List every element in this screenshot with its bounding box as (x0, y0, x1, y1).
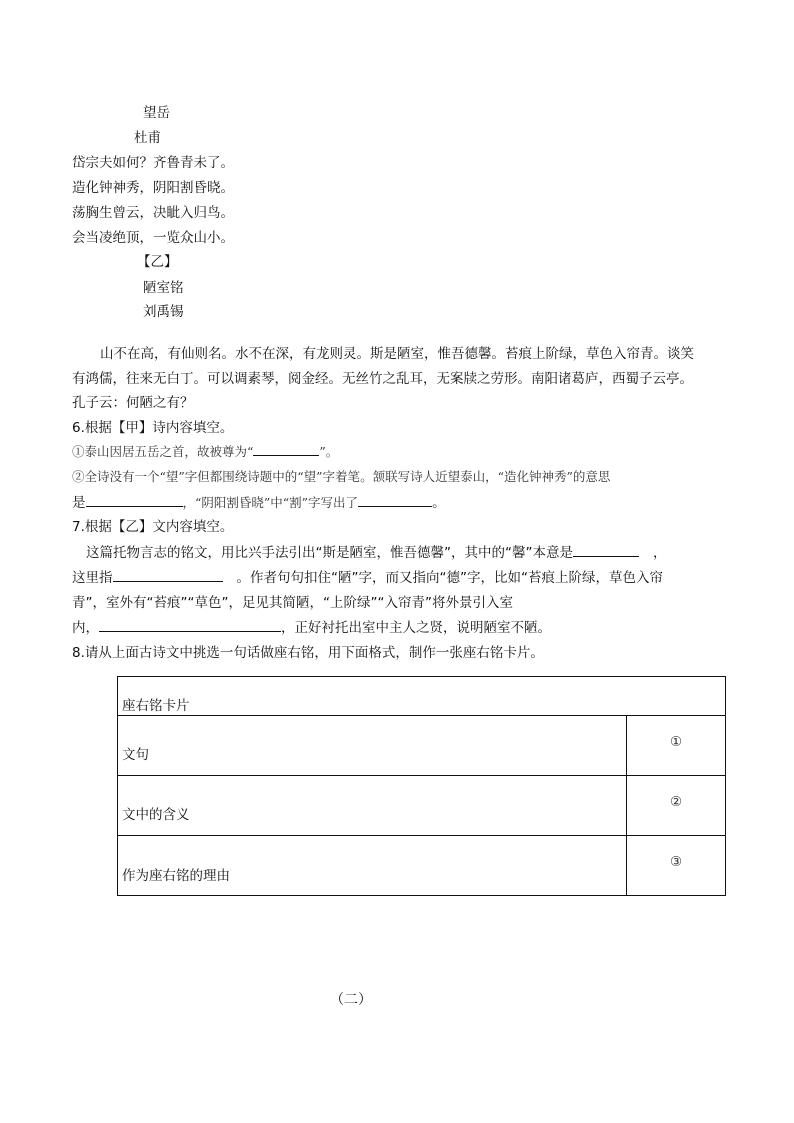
poem-title: 望岳 (143, 105, 170, 121)
text: ①泰山因居五岳之首，故被尊为“ (72, 444, 254, 459)
text: 内， (72, 620, 99, 636)
card-label-cell: 作为座右铭的理由 (118, 836, 627, 896)
question-6-item-1 (72, 443, 338, 461)
question-7-line (72, 569, 663, 587)
text: 。作者句句扣住“陋”字，而又指向“德”字，比如“苔痕上阶绿，草色入帘 (236, 570, 663, 586)
prose-line: 孔子云：何陋之有？ (72, 395, 194, 411)
prose-title: 陋室铭 (143, 280, 184, 296)
question-7-line (86, 544, 666, 562)
question-7-line (72, 619, 551, 637)
question-7-title: 7.根据【乙】文内容填空。 (72, 519, 234, 535)
answer-blank[interactable] (86, 494, 183, 507)
card-answer-cell[interactable]: ① (627, 716, 726, 776)
text: ”。 (319, 444, 339, 459)
question-7-line: 青”，室外有“苔痕”“草色”，足见其简陋，“上阶绿”“入帘青”将外景引入室 (72, 595, 513, 611)
question-8-title: 8.请从上面古诗文中挑选一句话做座右铭，用下面格式，制作一张座右铭卡片。 (72, 645, 544, 661)
poem-line: 造化钟神秀，阴阳割昏晓。 (72, 180, 234, 196)
section-footer-label: （二） (330, 992, 372, 1008)
question-6-title: 6.根据【甲】诗内容填空。 (72, 420, 234, 436)
prose-line: 山不在高，有仙则名。水不在深，有龙则灵。斯是陋室，惟吾德馨。苔痕上阶绿，草色入帘青。谈笑 (100, 346, 694, 362)
prose-author: 刘禹锡 (143, 304, 184, 320)
card-label-cell: 文中的含义 (118, 776, 627, 836)
text: ，正好衬托出室中主人之贤，说明陋室不陋。 (281, 620, 551, 636)
text: ，“阴阳割昏晓”中“割”字写出了 (182, 495, 359, 510)
card-answer-cell[interactable]: ③ (627, 836, 726, 896)
motto-card-table (117, 676, 726, 896)
poem-line: 岱宗夫如何？齐鲁青未了。 (72, 155, 234, 171)
text: 是 (72, 495, 86, 511)
section-tag-b: 【乙】 (137, 254, 178, 270)
answer-blank[interactable] (573, 544, 639, 557)
card-label-cell: 文句 (118, 716, 627, 776)
answer-blank[interactable] (358, 494, 432, 507)
text: 。 (432, 495, 446, 511)
answer-blank[interactable] (253, 443, 319, 456)
card-answer-cell[interactable]: ② (627, 776, 726, 836)
poem-line: 会当凌绝顶，一览众山小。 (72, 230, 234, 246)
prose-line: 有鸿儒，往来无白丁。可以调素琴，阅金经。无丝竹之乱耳，无案牍之劳形。南阳诸葛庐，西蜀子云亭。 (72, 371, 693, 387)
poem-line: 荡胸生曾云，决眦入归鸟。 (72, 205, 234, 221)
text: 这篇托物言志的铭文，用比兴手法引出“斯是陋室，惟吾德馨”，其中的“馨”本意是 (86, 545, 573, 561)
poem-author: 杜甫 (134, 130, 161, 146)
answer-blank[interactable] (113, 569, 223, 582)
question-6-item-2-cont (72, 494, 446, 512)
answer-blank[interactable] (99, 619, 281, 632)
text: 这里指 (72, 570, 113, 586)
text: ， (652, 545, 667, 561)
question-6-item-2: ②全诗没有一个“望”字但都围绕诗题中的“望”字着笔。颔联写诗人近望泰山，“造化钟神秀”的意思 (72, 469, 611, 484)
card-header: 座右铭卡片 (118, 677, 726, 716)
